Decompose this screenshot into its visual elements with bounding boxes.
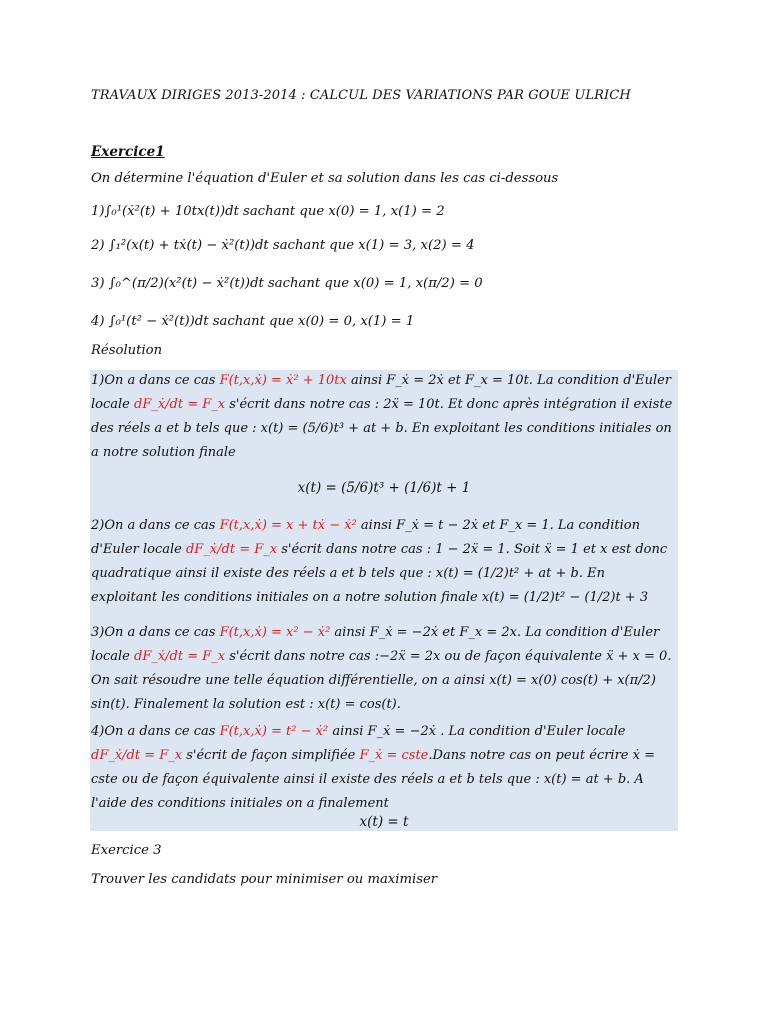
p4-functional: F(t,x,ẋ) = t² − ẋ²: [219, 724, 329, 739]
p3-rest: s'écrit dans notre cas :−2ẍ = 2x ou de façon équivalente ẍ + x = 0. On sait résoudre une telle équation différentielle, on a ainsi x(t) = x(0) cos(t) + x(π/2) sin(t). Finalement la solution est : x(t) = cos(t).: [91, 649, 672, 712]
p2-euler-condition: dF_ẋ/dt = F_x: [185, 542, 278, 557]
p2-mid: ainsi F_ẋ = t − 2ẋ et F_x = 1. La condition d'Euler locale: [91, 518, 640, 557]
p2-functional: F(t,x,ẋ) = x + tẋ − ẋ²: [219, 518, 357, 533]
p1-functional: F(t,x,ẋ) = ẋ² + 10tx: [219, 373, 347, 388]
p4-mid: ainsi F_ẋ = −2ẋ . La condition d'Euler locale: [328, 724, 626, 739]
p1-prefix: 1)On a dans ce cas: [91, 373, 220, 388]
p4-constant: F_ẋ = cste: [359, 748, 429, 763]
resolution-paragraph-1: [91, 369, 675, 465]
problem-1: 1)∫₀¹(ẋ²(t) + 10tx(t))dt sachant que x(0) = 1, x(1) = 2: [91, 204, 445, 219]
p3-euler-condition: dF_ẋ/dt = F_x: [134, 649, 226, 664]
p1-euler-condition: dF_ẋ/dt = F_x: [134, 397, 226, 412]
p1-rest: s'écrit dans notre cas : 2ẍ = 10t. Et donc après intégration il existe des réels a et b tels que : x(t) = (5/6)t³ + at + b. En exploitant les conditions initiales on a notre solution finale: [91, 397, 673, 460]
p4-prefix: 4)On a dans ce cas: [91, 724, 220, 739]
document-title: TRAVAUX DIRIGES 2013-2014 : CALCUL DES VARIATIONS PAR GOUE ULRICH: [91, 88, 631, 103]
p1-mid: ainsi F_ẋ = 2ẋ et F_x = 10t. La condition d'Euler locale: [91, 373, 672, 412]
exercise3-heading: Exercice 3: [91, 843, 162, 858]
p3-functional: F(t,x,ẋ) = x² − ẋ²: [219, 625, 331, 640]
exercise1-intro: On détermine l'équation d'Euler et sa solution dans les cas ci-dessous: [91, 171, 559, 186]
p2-prefix: 2)On a dans ce cas: [91, 518, 220, 533]
problem-2: 2) ∫₁²(x(t) + tẋ(t) − ẋ²(t))dt sachant que x(1) = 3, x(2) = 4: [91, 238, 475, 253]
p3-prefix: 3)On a dans ce cas: [91, 625, 220, 640]
p4-euler-condition: dF_ẋ/dt = F_x: [91, 748, 183, 763]
resolution-label: Résolution: [91, 343, 163, 358]
exercise3-text: Trouver les candidats pour minimiser ou maximiser: [91, 872, 438, 887]
p3-mid: ainsi F_ẋ = −2ẋ et F_x = 2x. La condition d'Euler locale: [91, 625, 660, 664]
p2-rest: s'écrit dans notre cas : 1 − 2ẍ = 1. Soit ẍ = 1 et x est donc quadratique ainsi il existe des réels a et b tels que : x(t) = (1/2)t² + at + b. En exploitant les conditions initiales on a notre solution finale x(t) = (1/2)t² − (1/2)t + 3: [91, 542, 668, 605]
p4-solution: x(t) = t: [359, 814, 409, 830]
p4-rest: .Dans notre cas on peut écrire ẋ = cste ou de façon équivalente ainsi il existe des réels a et b tels que : x(t) = at + b. A l'aide des conditions initiales on a finalement: [91, 748, 655, 811]
exercise1-heading: Exercice1: [91, 144, 165, 160]
problem-4: 4) ∫₀¹(t² − ẋ²(t))dt sachant que x(0) = 0, x(1) = 1: [91, 314, 415, 329]
problem-3: 3) ∫₀^(π/2)(x²(t) − ẋ²(t))dt sachant que x(0) = 1, x(π/2) = 0: [91, 276, 483, 291]
p4-mid2: s'écrit de façon simplifiée: [182, 748, 360, 763]
p1-solution: x(t) = (5/6)t³ + (1/6)t + 1: [297, 480, 471, 496]
resolution-paragraph-2: [91, 514, 675, 610]
resolution-paragraph-4: [91, 720, 675, 816]
resolution-paragraph-3: [91, 621, 675, 717]
